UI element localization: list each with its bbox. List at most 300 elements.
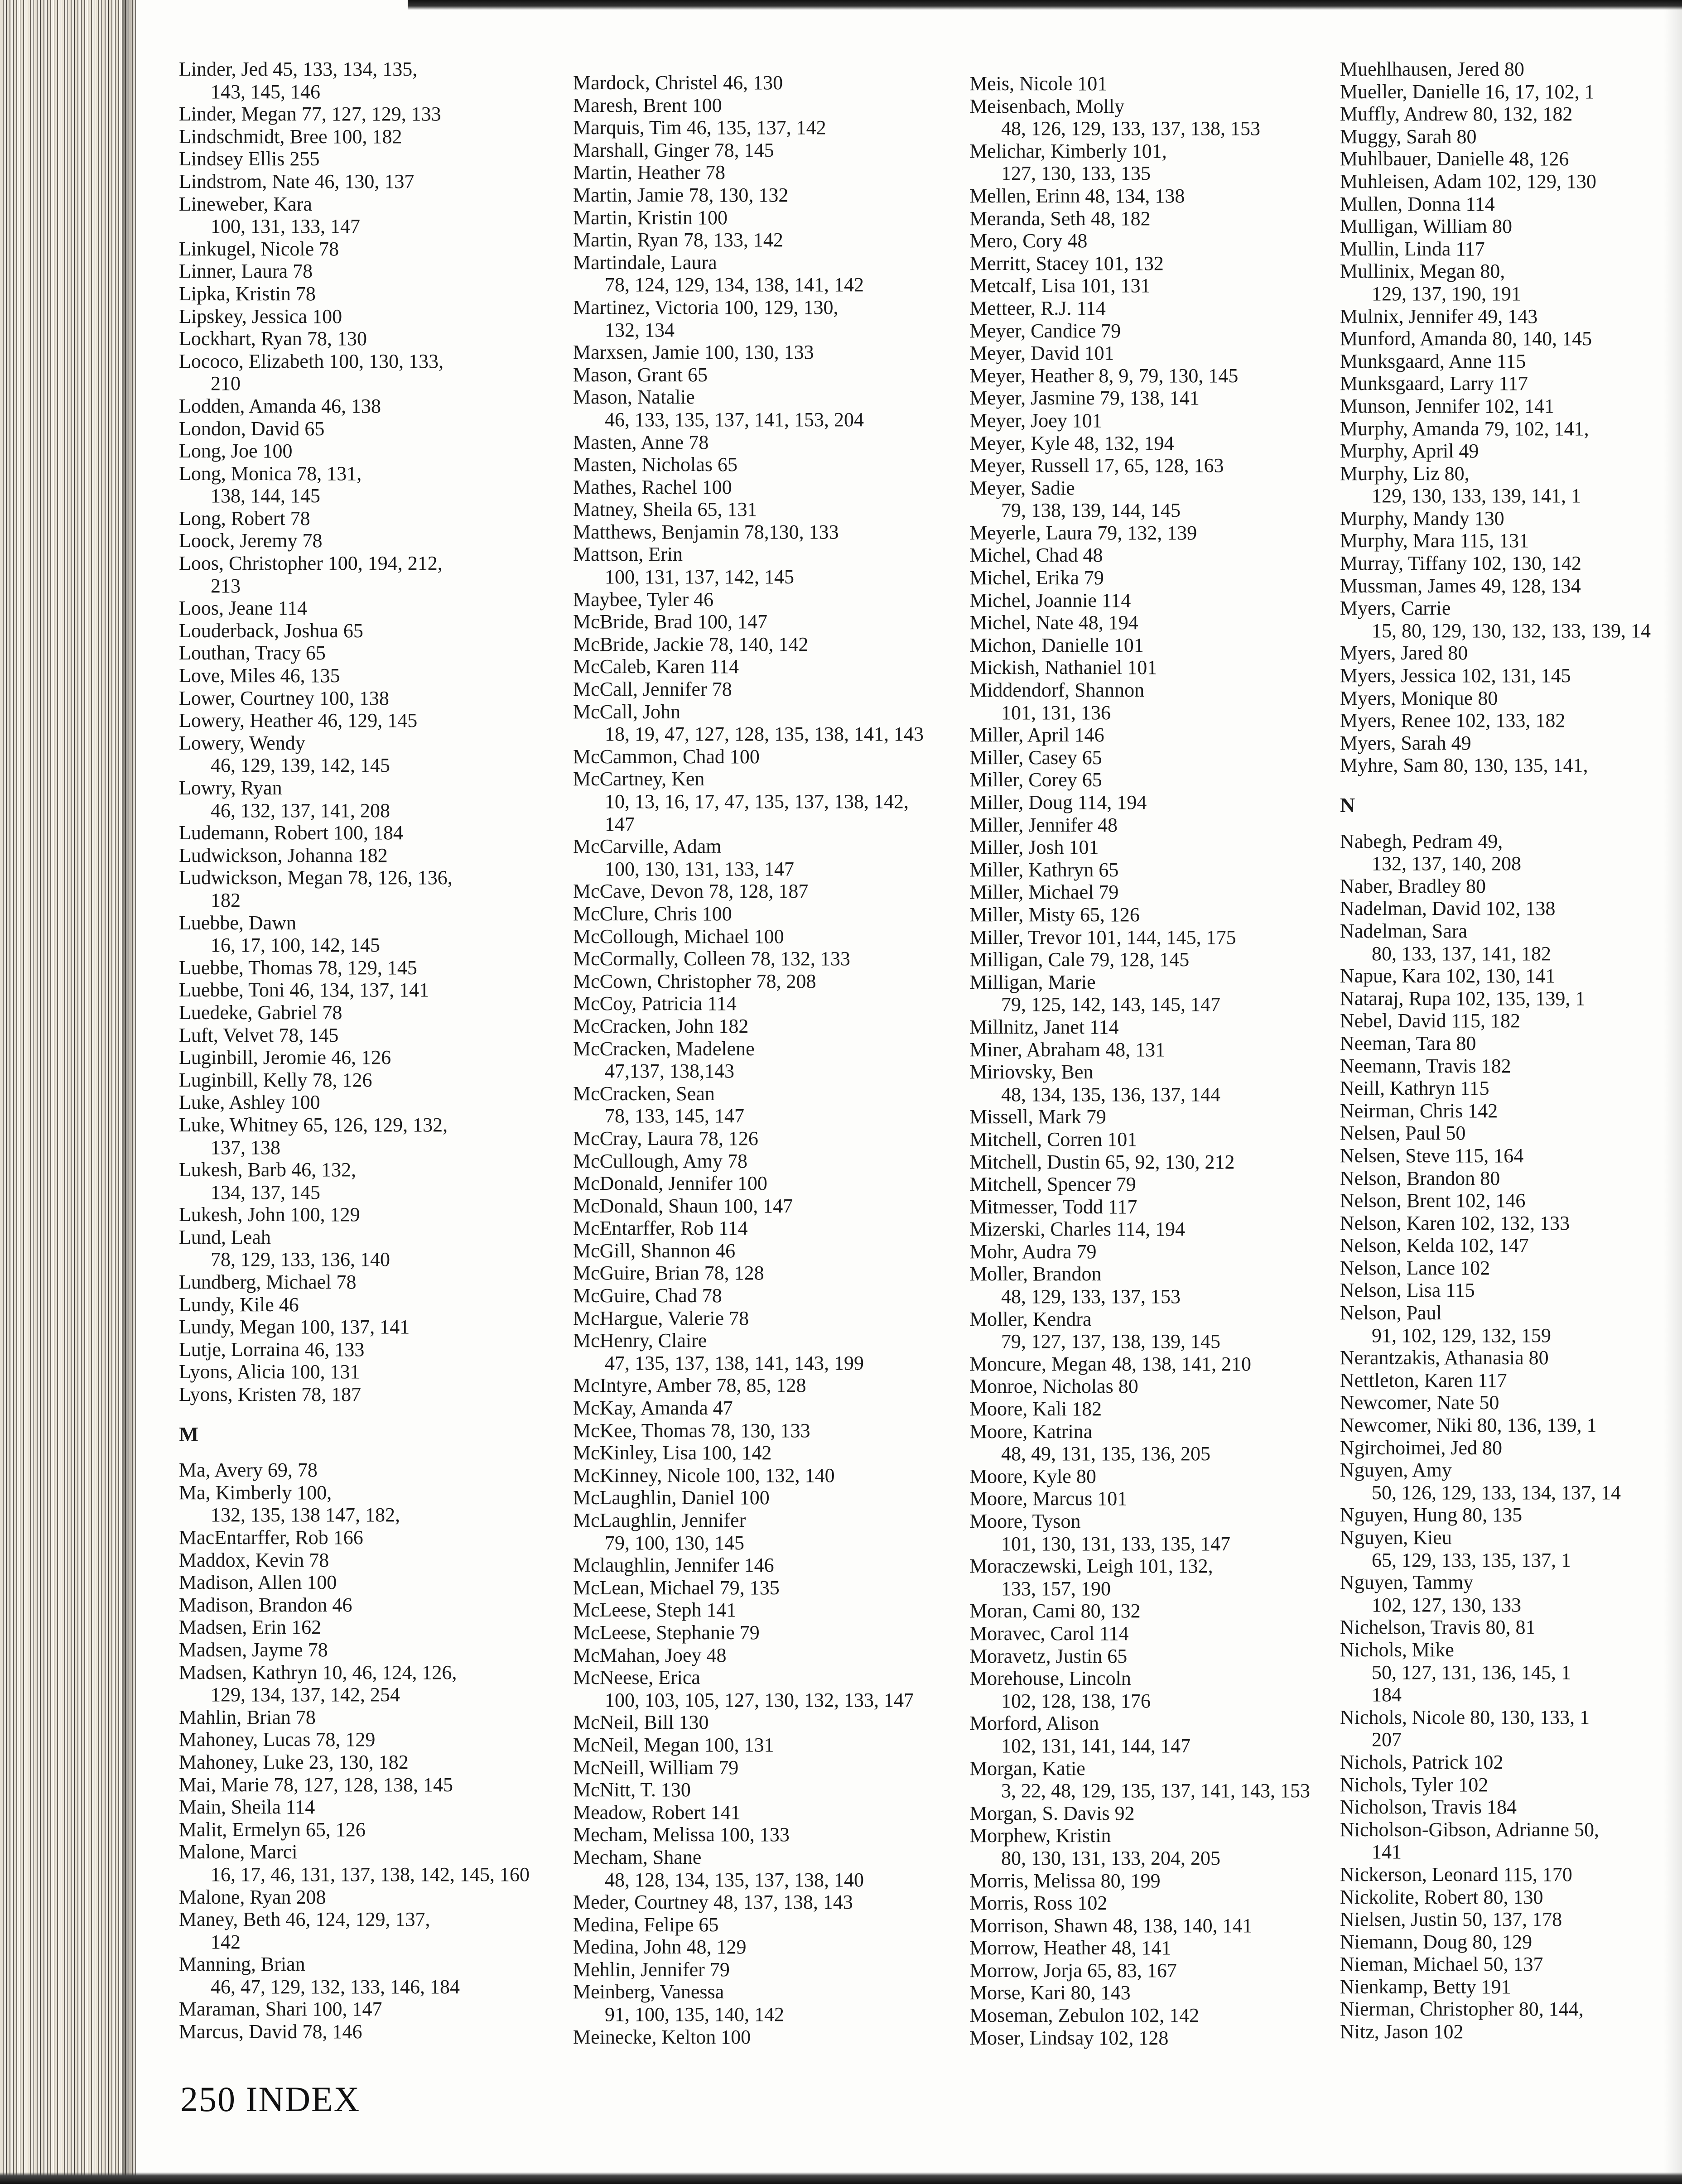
index-entry [179, 170, 559, 193]
entry-pages: 130 [679, 1711, 709, 1734]
entry-name: McCracken, John [573, 1015, 714, 1037]
index-entry [179, 283, 559, 305]
index-entry [969, 2004, 1350, 2027]
entry-name: Ludwickson, Johanna [179, 844, 353, 866]
entry-pages: 102, 146 [1455, 1189, 1526, 1212]
entry-pages: 48 [706, 1644, 727, 1666]
entry-name: McCullough, Amy [573, 1150, 723, 1172]
entry-name: McLeese, Steph [573, 1599, 702, 1621]
entry-pages-continued: 101, 131, 136 [1001, 701, 1111, 724]
index-entry [1340, 642, 1682, 664]
index-entry [1340, 462, 1682, 507]
entry-pages-continued: 50, 127, 131, 136, 145, 1 [1372, 1661, 1571, 1684]
entry-name: Martin, Kristin [573, 206, 693, 229]
entry-pages: 17, 65, 128, 163 [1094, 454, 1224, 477]
index-entry [1340, 1414, 1682, 1437]
index-entry [179, 1482, 559, 1526]
entry-name: MacEntarffer, Rob [179, 1526, 328, 1549]
entry-name: Mitchell, Corren [969, 1128, 1103, 1150]
entry-name: Meyer, Joey [969, 409, 1067, 432]
entry-name: Nielsen, Justin [1340, 1908, 1458, 1931]
index-entry [573, 768, 954, 835]
entry-pages: 78 [689, 431, 709, 453]
index-entry [179, 1069, 559, 1092]
index-entry [1340, 1459, 1682, 1504]
entry-name: Nicholson-Gibson, Adrianne [1340, 1818, 1569, 1841]
entry-pages: 100, 194, 212, [328, 552, 443, 575]
entry-pages: 78, 127, 128, 138, 145 [273, 1773, 453, 1796]
entry-pages: 115, 131 [1460, 529, 1529, 552]
index-entry [1340, 920, 1682, 965]
entry-pages-continued: 129, 130, 133, 139, 141, 1 [1372, 485, 1581, 507]
index-entry [969, 904, 1350, 926]
entry-pages: 65 [343, 619, 363, 642]
entry-pages: 80, 135 [1462, 1504, 1523, 1526]
entry-name: Long, Robert [179, 507, 285, 529]
entry-pages: 114 [1099, 1622, 1129, 1645]
index-entry [969, 859, 1350, 881]
entry-pages: 78, 85, 128 [716, 1374, 806, 1397]
entry-name: McKinley, Lisa [573, 1442, 697, 1464]
entry-name: Miller, Trevor [969, 926, 1082, 948]
index-entry [1340, 1010, 1682, 1032]
entry-pages: 80 [1118, 1375, 1138, 1398]
entry-name: Nieman, Michael [1340, 1953, 1479, 1976]
entry-pages: 46, 132, [291, 1159, 357, 1181]
entry-name: Meinecke, Kelton [573, 2025, 716, 2048]
index-entry [179, 507, 559, 530]
entry-name: Meyer, Kyle [969, 432, 1070, 454]
entry-name: Lund, Leah [179, 1226, 271, 1248]
entry-name: Louderback, Joshua [179, 619, 338, 642]
entry-pages: 80, 129 [1472, 1930, 1533, 1953]
entry-name: McCown, Christopher [573, 970, 752, 992]
entry-name: Miller, Michael [969, 881, 1094, 904]
entry-pages: 78 [319, 237, 339, 260]
entry-name: Luke, Whitney [179, 1113, 299, 1136]
index-entry [1340, 1167, 1682, 1190]
index-entry [1340, 1526, 1682, 1571]
entry-pages: 114 [1076, 297, 1106, 319]
entry-pages: 100, 130, 133, [329, 350, 444, 372]
entry-name: Moravec, Carol [969, 1622, 1095, 1645]
entry-pages-continued: 16, 17, 46, 131, 137, 138, 142, 145, 160 [211, 1863, 530, 1886]
entry-name: Madison, Brandon [179, 1593, 328, 1616]
index-entry [1340, 1639, 1682, 1706]
index-entry [969, 567, 1350, 589]
entry-name: Meyer, Heather [969, 364, 1094, 387]
index-entry [179, 305, 559, 328]
entry-pages: 184 [1486, 1796, 1517, 1818]
entry-pages: 100 [697, 206, 728, 229]
index-entry [179, 440, 559, 462]
index-entry [179, 1459, 559, 1482]
entry-name: Ma, Kimberly [179, 1481, 292, 1504]
entry-pages: 146 [1074, 724, 1104, 746]
index-entry [1340, 148, 1682, 170]
index-entry [1340, 732, 1682, 755]
entry-pages-continued: 48, 134, 135, 136, 137, 144 [1001, 1083, 1220, 1106]
entry-pages: 48, 141 [1111, 1937, 1171, 1959]
index-entry [1340, 1976, 1682, 1998]
entry-pages: 78, 145 [279, 1024, 339, 1046]
entry-name: Lutje, Lorraina [179, 1338, 300, 1361]
index-entry [573, 1554, 954, 1577]
entry-pages: 114, 194 [1078, 791, 1147, 813]
entry-name: Meadow, Robert [573, 1801, 706, 1823]
entry-name: Mahlin, Brian [179, 1706, 291, 1728]
entry-pages: 78, 126 [312, 1068, 372, 1091]
index-entry [969, 1375, 1350, 1398]
index-entry [179, 709, 559, 732]
entry-name: Muhleisen, Adam [1340, 170, 1482, 192]
index-entry [573, 1374, 954, 1397]
index-entry [1340, 1863, 1682, 1886]
entry-pages: 100 [307, 1571, 337, 1594]
entry-pages: 101 [1127, 656, 1157, 679]
entry-name: McKay, Amanda [573, 1397, 708, 1419]
entry-pages: 80 [1478, 687, 1498, 709]
entry-name: Muggy, Sarah [1340, 125, 1452, 148]
index-entry [179, 1706, 559, 1729]
index-entry [1340, 238, 1682, 260]
entry-name: Moller, Kendra [969, 1308, 1092, 1330]
entry-name: Murray, Tiffany [1340, 552, 1467, 575]
entry-name: Moore, Katrina [969, 1420, 1093, 1443]
entry-name: Miller, April [969, 724, 1070, 746]
entry-name: Nelson, Lance [1340, 1256, 1455, 1279]
index-entry [1340, 1032, 1682, 1055]
entry-pages: 162 [291, 1616, 322, 1639]
entry-name: Luebbe, Dawn [179, 911, 297, 934]
index-entry [1340, 1189, 1682, 1212]
entry-pages: 100, 129, 130, [723, 296, 839, 318]
entry-pages: 100, 131 [290, 1361, 360, 1383]
index-entry [179, 1046, 559, 1069]
entry-name: Myers, Renee [1340, 709, 1451, 732]
entry-name: Mulligan, William [1340, 215, 1487, 238]
entry-name: Lower, Courtney [179, 687, 314, 709]
entry-pages-continued: 47,137, 138,143 [605, 1060, 734, 1082]
entry-name: Mellen, Erinn [969, 184, 1080, 207]
index-entry [573, 1711, 954, 1734]
entry-name: Loos, Jeane [179, 597, 273, 620]
entry-pages: 48, 182 [1090, 207, 1151, 230]
index-entry [179, 238, 559, 260]
entry-pages-continued: 141 [1372, 1841, 1402, 1863]
index-entry [573, 925, 954, 948]
entry-pages: 166 [333, 1526, 363, 1549]
entry-name: Luginbill, Kelly [179, 1068, 308, 1091]
index-entry [1340, 1931, 1682, 1953]
index-entry [179, 1203, 559, 1226]
entry-name: Meyer, Candice [969, 319, 1096, 342]
entry-name: Mickish, Nathaniel [969, 656, 1123, 679]
index-entry [1340, 664, 1682, 687]
index-entry [573, 296, 954, 341]
index-entry [179, 822, 559, 844]
entry-name: Louthan, Tracy [179, 642, 301, 664]
index-entry [179, 642, 559, 664]
index-entry [1340, 597, 1682, 642]
entry-name: Lindsey Ellis [179, 148, 285, 170]
index-entry [969, 185, 1350, 207]
index-entry [969, 1263, 1350, 1308]
index-entry [1340, 1369, 1682, 1392]
entry-name: Nichols, Mike [1340, 1638, 1454, 1661]
entry-name: Morgan, Katie [969, 1757, 1085, 1780]
entry-pages: 78, 130, 133 [710, 1419, 810, 1442]
entry-name: Maresh, Brent [573, 94, 687, 116]
index-entry [179, 58, 559, 103]
entry-pages-continued: 102, 131, 141, 144, 147 [1001, 1734, 1190, 1757]
index-entry [573, 94, 954, 117]
entry-pages: 101 [1069, 836, 1099, 859]
entry-pages: 100, 137, 141 [300, 1316, 410, 1338]
entry-pages: 78 [295, 1706, 316, 1728]
entry-pages: 191 [1481, 1975, 1511, 1998]
entry-pages: 101, 132 [1094, 252, 1164, 274]
index-entry [179, 620, 559, 642]
entry-pages: 100 [290, 1091, 320, 1114]
index-entry [179, 1751, 559, 1774]
entry-pages: 182 [357, 844, 388, 866]
entry-pages-continued: 46, 132, 137, 141, 208 [211, 799, 390, 822]
index-entry [969, 1870, 1350, 1892]
index-column-4 [1340, 58, 1682, 2043]
entry-name: Mason, Natalie [573, 386, 695, 409]
index-entry [179, 1616, 559, 1639]
index-entry [573, 633, 954, 656]
index-entry [573, 588, 954, 611]
entry-pages: 78,130, 133 [744, 520, 839, 543]
entry-name: Mahoney, Lucas [179, 1728, 311, 1751]
index-entry [573, 1329, 954, 1374]
entry-name: Nebel, David [1340, 1010, 1446, 1032]
entry-pages: 80 [1482, 1436, 1503, 1459]
entry-pages: 102, 135, 139, 1 [1455, 987, 1586, 1010]
index-entry [969, 746, 1350, 769]
index-entry [179, 327, 559, 350]
entry-name: Madsen, Kathryn [179, 1661, 318, 1684]
entry-pages: 115, 170 [1503, 1863, 1572, 1886]
entry-pages: 79, 128, 145 [1089, 948, 1190, 971]
entry-name: Mussman, James [1340, 574, 1476, 597]
index-entry [1340, 709, 1682, 732]
index-entry [1340, 372, 1682, 395]
index-entry [573, 1442, 954, 1464]
entry-pages: 79 [709, 1958, 730, 1981]
index-entry [179, 462, 559, 507]
entry-name: McNeil, Megan [573, 1733, 699, 1756]
index-entry [969, 1016, 1350, 1039]
entry-pages-continued: 102, 127, 130, 133 [1372, 1593, 1521, 1616]
entry-pages: 80, 130, 133, 1 [1470, 1706, 1590, 1728]
entry-pages-continued: 79, 125, 142, 143, 145, 147 [1001, 993, 1220, 1016]
entry-name: Morris, Ross [969, 1892, 1073, 1915]
index-entry [1340, 687, 1682, 710]
entry-name: Murphy, Liz [1340, 462, 1440, 485]
entry-name: Maybee, Tyler [573, 588, 689, 611]
entry-pages: 80 [1492, 215, 1512, 238]
entry-name: Meisenbach, Molly [969, 95, 1125, 117]
entry-pages: 78, 126 [698, 1127, 758, 1150]
index-entry [969, 1622, 1350, 1645]
entry-name: Nataraj, Rupa [1340, 987, 1451, 1010]
entry-name: McClure, Chris [573, 902, 697, 925]
entry-pages: 50 [1479, 1391, 1499, 1414]
index-entry [1340, 215, 1682, 238]
index-entry [573, 453, 954, 476]
index-entry [969, 971, 1350, 1016]
index-entry [969, 320, 1350, 342]
entry-name: Luedeke, Gabriel [179, 1001, 318, 1024]
entry-pages-continued: 18, 19, 47, 127, 128, 135, 138, 141, 143 [605, 723, 924, 746]
entry-name: McHenry, Claire [573, 1329, 707, 1352]
index-entry [179, 866, 559, 911]
index-entry [179, 1639, 559, 1661]
entry-name: Michel, Chad [969, 544, 1078, 567]
entry-pages-continued: 80, 133, 137, 141, 182 [1372, 942, 1551, 965]
entry-pages: 114 [1102, 589, 1131, 611]
entry-pages: 101, 132, [1138, 1555, 1213, 1578]
index-entry [179, 1774, 559, 1796]
entry-pages: 49, [1478, 830, 1503, 852]
index-entry [179, 1114, 559, 1159]
entry-pages: 78 [729, 1307, 749, 1329]
entry-pages: 100 [312, 305, 342, 327]
entry-name: Ludemann, Robert [179, 822, 328, 844]
entry-pages-continued: 80, 130, 131, 133, 204, 205 [1001, 1847, 1220, 1869]
index-entry [179, 2020, 559, 2043]
entry-pages: 65, 83, 167 [1087, 1959, 1177, 1982]
index-entry [573, 386, 954, 431]
entry-name: Nelson, Lisa [1340, 1279, 1441, 1302]
index-entry [969, 95, 1350, 140]
entry-pages-continued: 50, 126, 129, 133, 134, 137, 14 [1372, 1481, 1621, 1504]
index-entry [179, 1159, 559, 1203]
index-entry [573, 1981, 954, 2025]
index-entry [179, 664, 559, 687]
entry-name: Miller, Doug [969, 791, 1073, 813]
entry-name: Morse, Kari [969, 1982, 1066, 2004]
entry-pages: 102 [1433, 2020, 1464, 2043]
index-entry [969, 1398, 1350, 1420]
entry-pages: 114 [278, 597, 308, 620]
entry-pages: 100 [702, 476, 732, 498]
index-entry [969, 207, 1350, 230]
entry-pages: 46, 130, 137 [314, 170, 414, 192]
entry-pages: 101, [1132, 140, 1167, 162]
index-entry [573, 1891, 954, 1914]
entry-name: Matney, Sheila [573, 498, 693, 521]
entry-pages-continued: 48, 126, 129, 133, 137, 138, 153 [1001, 117, 1260, 140]
entry-pages: 102, 132, 133 [1460, 1212, 1570, 1234]
entry-pages: 102 [1077, 1892, 1108, 1915]
index-entry [1340, 260, 1682, 305]
index-entry [1340, 575, 1682, 597]
entry-pages: 78, 132, 133 [750, 948, 850, 970]
index-entry [1340, 1234, 1682, 1257]
entry-pages: 102, 131, 145 [1461, 664, 1571, 687]
entry-pages: 48, 134, 138 [1085, 184, 1185, 207]
entry-pages: 80 [1480, 1167, 1500, 1189]
entry-name: Nienkamp, Betty [1340, 1975, 1476, 1998]
entry-pages-continued: 100, 131, 133, 147 [211, 215, 360, 238]
index-entry [573, 72, 954, 94]
index-entry [969, 1353, 1350, 1376]
entry-name: McLaughlin, Daniel [573, 1486, 735, 1509]
entry-pages: 46 [279, 1293, 299, 1316]
entry-name: Medina, John [573, 1936, 682, 1958]
entry-name: Moore, Tyson [969, 1510, 1081, 1532]
entry-pages: 114 [707, 992, 737, 1015]
entry-pages: 101, 144, 145, 175 [1086, 926, 1236, 948]
index-entry [573, 1150, 954, 1173]
entry-name: McCollough, Michael [573, 925, 749, 948]
entry-pages: 69, 78 [267, 1459, 318, 1482]
index-entry [179, 1549, 559, 1572]
entry-pages-continued: 134, 137, 145 [211, 1181, 320, 1203]
entry-name: Meyer, David [969, 342, 1080, 365]
entry-pages: 102, 133, 182 [1455, 709, 1566, 732]
entry-name: McNeil, Bill [573, 1711, 674, 1734]
index-entry [969, 1196, 1350, 1218]
entry-pages: 114 [285, 1796, 315, 1818]
entry-pages: 102, 141 [1484, 394, 1554, 417]
index-entry [573, 1779, 954, 1801]
index-entry [1340, 1571, 1682, 1616]
index-entry [179, 1226, 559, 1271]
index-entry [969, 387, 1350, 409]
entry-name: Lococo, Elizabeth [179, 350, 324, 372]
entry-pages: 49 [1459, 440, 1479, 462]
index-entry [573, 1577, 954, 1599]
entry-name: McNeill, William [573, 1756, 714, 1779]
entry-name: London, David [179, 417, 300, 440]
index-entry [1340, 1077, 1682, 1100]
entry-pages: 65 [1107, 1645, 1128, 1667]
entry-name: Nguyen, Tammy [1340, 1571, 1474, 1594]
entry-pages: 8, 9, 79, 130, 145 [1099, 364, 1239, 387]
index-entry [179, 1728, 559, 1751]
index-entry [1340, 1886, 1682, 1909]
entry-pages: 78 [308, 1638, 328, 1661]
entry-pages: 100, 129 [290, 1203, 360, 1226]
entry-name: McCracken, Sean [573, 1082, 715, 1105]
index-entry [573, 476, 954, 499]
entry-name: McCracken, Madelene [573, 1037, 755, 1060]
entry-pages: 115, 164 [1454, 1144, 1524, 1167]
entry-pages: 80, 140, 145 [1492, 327, 1592, 350]
entry-pages: 65 [687, 363, 708, 386]
entry-name: Madsen, Erin [179, 1616, 287, 1639]
entry-pages-continued: 129, 137, 190, 191 [1372, 282, 1521, 305]
entry-pages: 80, [1444, 462, 1470, 485]
entry-name: Moore, Marcus [969, 1487, 1093, 1510]
entry-pages: 117 [1455, 237, 1485, 260]
index-entry [179, 687, 559, 710]
entry-pages: 79 [1099, 881, 1119, 904]
index-entry [1340, 1998, 1682, 2020]
entry-name: McCray, Laura [573, 1127, 694, 1150]
entry-name: Luebbe, Toni [179, 979, 285, 1001]
entry-name: Linkugel, Nicole [179, 237, 314, 260]
entry-name: McHargue, Valerie [573, 1307, 724, 1329]
entry-pages-continued: 143, 145, 146 [211, 80, 320, 103]
entry-pages: 78 [290, 507, 310, 529]
entry-name: Middendorf, Shannon [969, 679, 1145, 702]
